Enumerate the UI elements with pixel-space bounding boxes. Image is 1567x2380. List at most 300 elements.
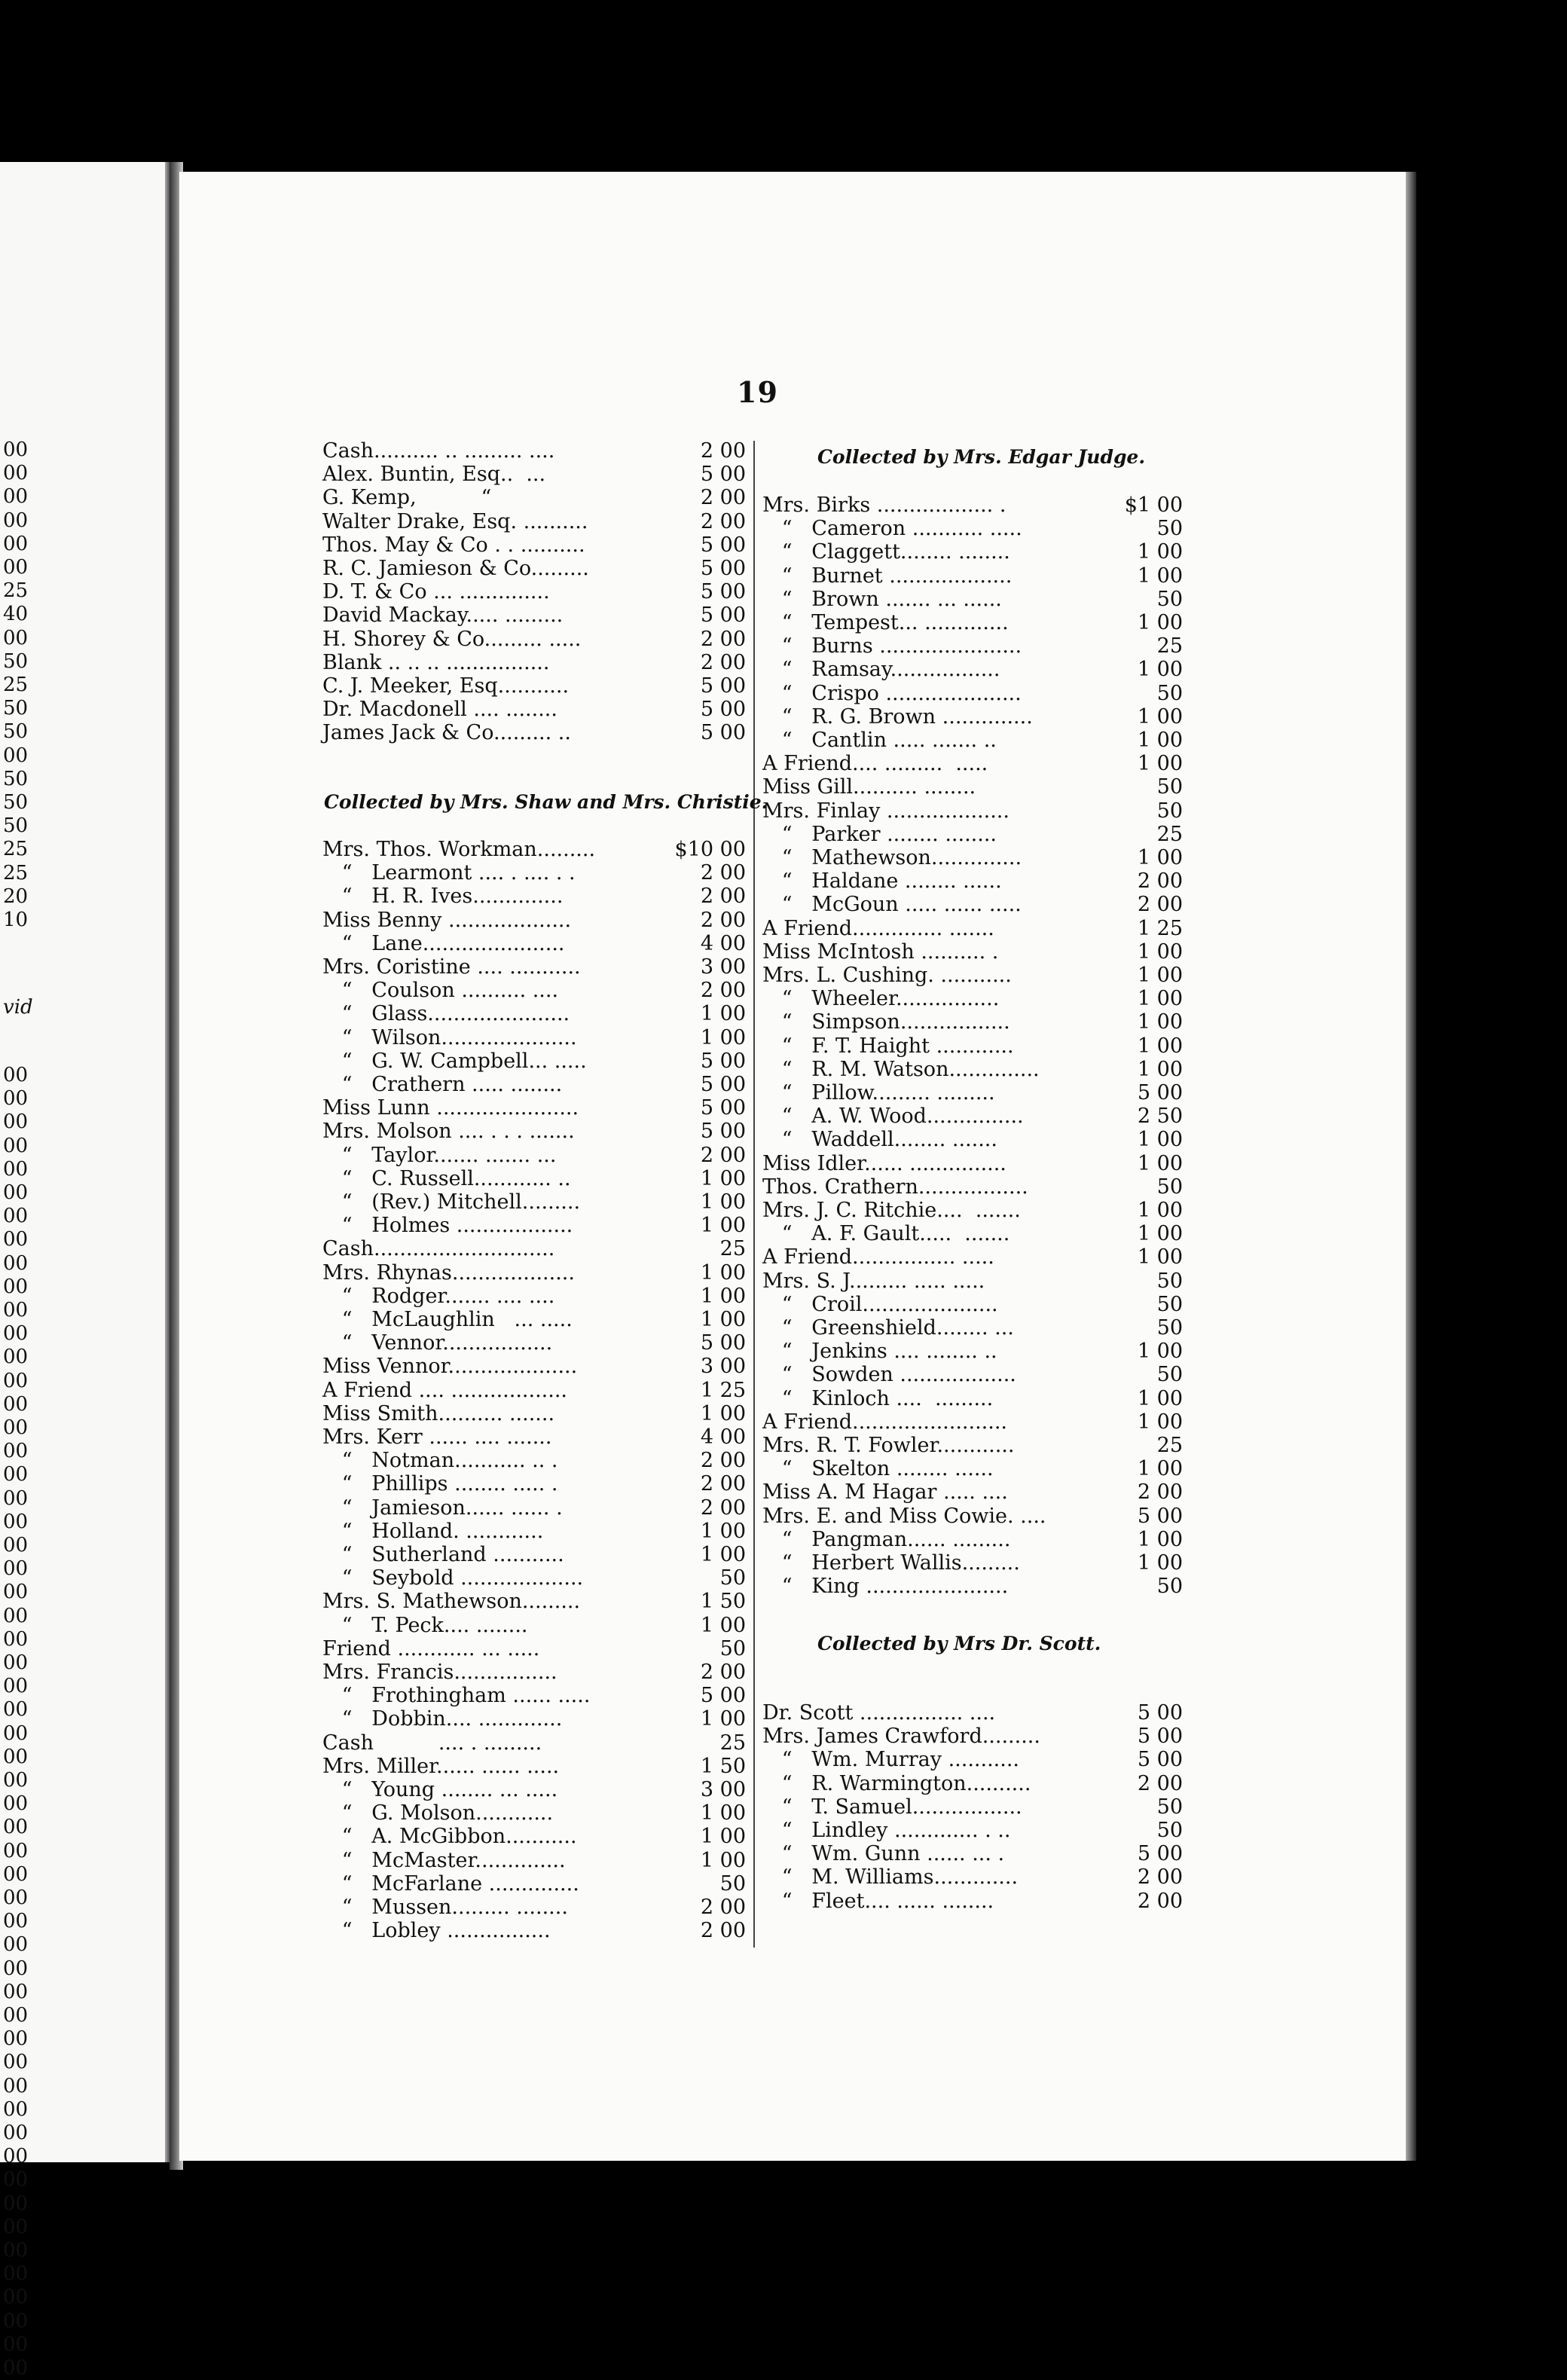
entry-name: “ Young ........ ... ..... xyxy=(322,1778,558,1801)
subscription-entry xyxy=(322,861,746,884)
subscription-entry xyxy=(322,1190,746,1214)
subscription-entry xyxy=(322,1144,746,1167)
left-amount: 00 xyxy=(3,1440,29,1463)
entry-name: Thos. Crathern................. xyxy=(762,1175,1028,1199)
entry-name: “ A. McGibbon........... xyxy=(322,1825,577,1849)
subscription-entry xyxy=(762,1104,1183,1128)
entry-amount: 50 xyxy=(1156,587,1183,611)
entry-amount: 1 00 xyxy=(700,1801,746,1825)
subscription-entry xyxy=(322,884,746,908)
subscription-entry xyxy=(322,557,746,580)
subscription-entry xyxy=(762,1819,1183,1842)
entry-amount: 4 00 xyxy=(700,1425,746,1449)
entry-amount: 50 xyxy=(1156,681,1183,705)
entry-name: “ Learmont .... . .... . . xyxy=(322,861,576,885)
entry-name: “ Dobbin.... ............. xyxy=(322,1707,563,1731)
entry-name: Miss McIntosh .......... . xyxy=(762,939,999,964)
entry-name: “ M. Williams............. xyxy=(762,1865,1019,1890)
left-amount: 20 xyxy=(3,884,29,908)
entry-amount: 5 00 xyxy=(700,1684,746,1708)
entry-name: “ Rodger....... .... .... xyxy=(322,1284,555,1308)
entry-amount: 5 00 xyxy=(1137,1504,1183,1528)
entry-amount: 1 25 xyxy=(1137,916,1183,940)
entry-name: “ McMaster.............. xyxy=(322,1848,566,1872)
entry-amount: 1 50 xyxy=(700,1590,746,1614)
entry-amount: 2 00 xyxy=(1137,869,1183,894)
left-amount: 00 xyxy=(3,462,29,485)
entry-name: Thos. May & Co . . .......... xyxy=(322,533,585,557)
subscription-entry xyxy=(762,752,1183,775)
subscription-entry xyxy=(322,1684,746,1707)
entry-name: Miss Gill.......... ........ xyxy=(762,775,976,799)
left-amount: 00 xyxy=(3,2004,29,2027)
subscription-entry xyxy=(322,1379,746,1402)
entry-name: Cash.......... .. ......... .... xyxy=(322,439,555,463)
subscription-entry xyxy=(322,628,746,651)
entry-amount: 5 00 xyxy=(1137,1081,1183,1104)
subscription-entry xyxy=(322,1614,746,1637)
entry-name: Alex. Buntin, Esq.. ... xyxy=(322,463,546,487)
column-divider xyxy=(753,441,755,1948)
subscription-entry xyxy=(322,1801,746,1825)
left-amount: 00 xyxy=(3,1510,29,1533)
left-amount: 00 xyxy=(3,509,29,532)
subscription-entry xyxy=(762,1199,1183,1222)
left-amount: 00 xyxy=(3,1792,29,1816)
subscription-entry xyxy=(762,1795,1183,1819)
entry-amount: 5 00 xyxy=(700,698,746,722)
left-amount: 00 xyxy=(3,1698,29,1722)
subscription-entry xyxy=(762,1865,1183,1889)
left-amount: 00 xyxy=(3,744,29,767)
entry-name: “ Crathern ..... ........ xyxy=(322,1073,563,1096)
entry-name: Miss Smith.......... ....... xyxy=(322,1401,555,1425)
subscription-entry xyxy=(322,1661,746,1684)
subscription-entry xyxy=(762,893,1183,916)
entry-amount: 1 00 xyxy=(700,1401,746,1425)
entry-name: “ Lindley ............. . .. xyxy=(762,1819,1011,1842)
entry-name: “ A. F. Gault..... ....... xyxy=(762,1222,1010,1246)
entry-name: Mrs. Finlay ................... xyxy=(762,799,1010,823)
entry-name: “ McLaughlin ... ..... xyxy=(322,1308,573,1331)
subscription-entry xyxy=(762,1010,1183,1034)
entry-amount: 50 xyxy=(1156,1575,1183,1599)
entry-name: “ Cantlin ..... ....... .. xyxy=(762,729,997,752)
entry-name: “ F. T. Haight ............ xyxy=(762,1034,1014,1058)
entry-name: “ Coulson .......... .... xyxy=(322,979,559,1003)
entry-amount: 5 00 xyxy=(700,557,746,580)
left-amount: 00 xyxy=(3,1228,29,1251)
entry-amount: 1 00 xyxy=(700,1284,746,1308)
subscription-entry xyxy=(762,846,1183,869)
entry-name: Mrs. S. J......... ..... ..... xyxy=(762,1269,985,1293)
entry-amount: 25 xyxy=(1156,634,1183,658)
entry-amount: 25 xyxy=(1156,1434,1183,1457)
entry-name: Miss Vennor.................... xyxy=(322,1355,578,1379)
entry-amount: 1 00 xyxy=(700,1025,746,1049)
entry-name: “ Phillips ........ ..... . xyxy=(322,1472,558,1496)
entry-name: Blank .. .. .. ................ xyxy=(322,650,550,674)
subscription-entry xyxy=(762,1340,1183,1363)
entry-amount: 5 00 xyxy=(700,1096,746,1120)
left-amount: 00 xyxy=(3,2168,29,2192)
entry-name: Cash .... . ......... xyxy=(322,1731,542,1755)
subscription-entry xyxy=(762,1842,1183,1865)
left-amount: 00 xyxy=(3,1111,29,1134)
entry-amount: 2 00 xyxy=(700,1472,746,1496)
entry-name: “ Herbert Wallis......... xyxy=(762,1551,1020,1575)
subscription-entry xyxy=(762,1410,1183,1434)
left-amount: 00 xyxy=(3,1322,29,1346)
entry-name: Mrs. S. Mathewson......... xyxy=(322,1590,581,1614)
entry-name: “ Wm. Gunn ...... ... . xyxy=(762,1842,1005,1866)
subscription-entry xyxy=(322,1073,746,1096)
left-amount: 00 xyxy=(3,2357,29,2379)
entry-amount: 25 xyxy=(1156,822,1183,846)
left-amount: 00 xyxy=(3,2097,29,2121)
entry-name: “ Jenkins .... ........ .. xyxy=(762,1340,997,1364)
subscription-entry xyxy=(322,698,746,721)
entry-amount: 50 xyxy=(719,1871,746,1896)
subscription-entry xyxy=(322,909,746,932)
entry-amount: 1 00 xyxy=(700,1260,746,1285)
entry-name: Cash............................ xyxy=(322,1237,555,1261)
subscription-entry xyxy=(762,1528,1183,1551)
left-amount: 00 xyxy=(3,2262,29,2286)
left-amount: 00 xyxy=(3,1416,29,1439)
entry-amount: 1 00 xyxy=(700,1190,746,1214)
entry-name: Mrs. Birks .................. . xyxy=(762,493,1006,517)
entry-amount: 1 00 xyxy=(1137,1457,1183,1481)
subscription-entry xyxy=(762,869,1183,893)
entry-name: R. C. Jamieson & Co......... xyxy=(322,557,589,580)
section-heading: Collected by Mrs Dr. Scott. xyxy=(817,1633,1101,1654)
entry-name: Mrs. Coristine .... ........... xyxy=(322,955,581,979)
left-amount: 00 xyxy=(3,2333,29,2356)
entry-name: Mrs. R. T. Fowler............ xyxy=(762,1434,1015,1457)
subscription-entry xyxy=(762,634,1183,658)
subscription-entry xyxy=(322,580,746,603)
entry-amount: 50 xyxy=(1156,799,1183,823)
entry-amount: 1 00 xyxy=(700,1002,746,1026)
left-amount: 00 xyxy=(3,1675,29,1698)
entry-name: “ Frothingham ...... ..... xyxy=(322,1684,591,1708)
entry-amount: 50 xyxy=(1156,1269,1183,1293)
entry-amount: 5 00 xyxy=(700,721,746,745)
left-amount: 50 xyxy=(3,767,29,790)
entry-name: “ Tempest... ............. xyxy=(762,611,1009,634)
left-amount: 00 xyxy=(3,1627,29,1651)
subscription-entry xyxy=(322,1355,746,1378)
entry-name: D. T. & Co ... .............. xyxy=(322,580,550,604)
entry-amount: 1 00 xyxy=(1137,1128,1183,1152)
entry-name: Miss Idler...... ............... xyxy=(762,1151,1006,1175)
subscription-entry xyxy=(322,1637,746,1661)
entry-name: “ A. W. Wood............... xyxy=(762,1104,1024,1129)
entry-amount: 1 00 xyxy=(1137,564,1183,588)
left-amount: 00 xyxy=(3,1486,29,1510)
entry-amount: 5 00 xyxy=(700,1120,746,1144)
entry-amount: 1 00 xyxy=(1137,1527,1183,1551)
left-amount: 00 xyxy=(3,2051,29,2074)
entry-amount: 5 00 xyxy=(700,674,746,698)
left-amount: 00 xyxy=(3,1887,29,1909)
left-amount: 50 xyxy=(3,814,29,838)
left-amount: 50 xyxy=(3,697,29,720)
subscription-entry xyxy=(762,611,1183,634)
entry-name: “ Sutherland ........... xyxy=(322,1543,564,1566)
left-amount: 00 xyxy=(3,1651,29,1674)
entry-amount: 1 00 xyxy=(1137,752,1183,776)
entry-amount: 5 00 xyxy=(1137,1725,1183,1749)
entry-amount: 2 00 xyxy=(700,1896,746,1919)
subscription-entry xyxy=(762,1034,1183,1058)
subscription-entry xyxy=(322,955,746,979)
subscription-entry xyxy=(322,439,746,463)
page-number: 19 xyxy=(737,375,778,409)
left-amount: 00 xyxy=(3,1392,29,1416)
subscription-entry xyxy=(762,729,1183,752)
subscription-entry xyxy=(322,1919,746,1942)
subscription-entry xyxy=(322,1520,746,1543)
entry-amount: 1 00 xyxy=(700,1543,746,1566)
left-amount: 25 xyxy=(3,861,29,884)
entry-amount: 1 00 xyxy=(1137,1010,1183,1034)
subscription-entry xyxy=(322,1449,746,1472)
entry-name: “ Waddell........ ....... xyxy=(762,1128,997,1152)
entry-amount: 1 00 xyxy=(700,1613,746,1637)
subscription-entry xyxy=(322,1755,746,1778)
left-amount: 00 xyxy=(3,1134,29,1157)
entry-name: “ Mathewson.............. xyxy=(762,846,1022,869)
subscription-entry xyxy=(322,1731,746,1755)
entry-name: Mrs. J. C. Ritchie.... ....... xyxy=(762,1199,1021,1222)
entry-amount: 2 00 xyxy=(1137,1480,1183,1505)
entry-amount: 1 00 xyxy=(1137,1151,1183,1175)
entry-name: “ T. Peck.... ........ xyxy=(322,1613,528,1637)
left-amount: 50 xyxy=(3,649,29,673)
left-amount: 00 xyxy=(3,1064,29,1086)
left-amount: 00 xyxy=(3,1839,29,1862)
entry-amount: 50 xyxy=(1156,1795,1183,1819)
entry-amount: 1 00 xyxy=(700,1848,746,1872)
entry-name: A Friend .... .................. xyxy=(322,1378,567,1402)
entry-name: “ Sowden .................. xyxy=(762,1363,1016,1387)
subscription-entry xyxy=(762,1772,1183,1795)
entry-name: “ Holland. ............ xyxy=(322,1519,544,1543)
entry-name: “ Wilson..................... xyxy=(322,1025,577,1049)
entry-amount: 2 00 xyxy=(700,627,746,651)
subscription-entry xyxy=(322,1566,746,1590)
entry-name: “ Glass...................... xyxy=(322,1002,570,1026)
entry-name: Mrs. Rhynas................... xyxy=(322,1260,575,1285)
entry-name: Mrs. James Crawford......... xyxy=(762,1725,1040,1749)
entry-name: “ Holmes .................. xyxy=(322,1214,573,1238)
subscription-entry xyxy=(322,721,746,744)
entry-amount: 2 00 xyxy=(700,1143,746,1167)
left-amount: 00 xyxy=(3,2239,29,2262)
left-amount: 00 xyxy=(3,2145,29,2168)
subscription-entry xyxy=(322,1896,746,1919)
entry-amount: 1 00 xyxy=(1137,1057,1183,1081)
subscription-entry xyxy=(762,1457,1183,1480)
entry-name: Miss Lunn ...................... xyxy=(322,1096,579,1120)
entry-amount: 5 00 xyxy=(700,1049,746,1073)
subscription-entry xyxy=(762,1701,1183,1725)
entry-name: “ Brown ....... ... ...... xyxy=(762,587,1002,611)
subscription-entry xyxy=(762,517,1183,540)
left-amount: 00 xyxy=(3,1604,29,1627)
left-amount: 50 xyxy=(3,791,29,814)
subscription-entry xyxy=(322,510,746,533)
entry-amount: 2 00 xyxy=(700,439,746,463)
entry-name: Mrs. E. and Miss Cowie. .... xyxy=(762,1504,1046,1528)
subscription-entry xyxy=(322,1261,746,1285)
entry-name: “ (Rev.) Mitchell......... xyxy=(322,1190,581,1214)
subscription-entry xyxy=(322,1472,746,1496)
left-amount: 00 xyxy=(3,1557,29,1581)
subscription-entry xyxy=(762,682,1183,705)
subscription-entry xyxy=(322,533,746,557)
subscription-entry xyxy=(762,1387,1183,1410)
subscription-entry xyxy=(762,564,1183,588)
entry-amount: 50 xyxy=(1156,1292,1183,1316)
entry-amount: 1 00 xyxy=(700,1308,746,1331)
entry-name: “ Simpson................. xyxy=(762,1010,1010,1034)
entry-amount: $10 00 xyxy=(674,838,746,861)
subscription-entry xyxy=(322,932,746,955)
subscription-entry xyxy=(762,987,1183,1010)
entry-name: “ Wheeler................ xyxy=(762,987,1000,1011)
entry-amount: 1 00 xyxy=(700,1825,746,1849)
entry-name: Mrs. Molson .... . . . ....... xyxy=(322,1120,575,1144)
subscription-entry xyxy=(762,799,1183,823)
entry-amount: 5 00 xyxy=(700,533,746,557)
entry-amount: 1 50 xyxy=(700,1754,746,1778)
page-edge-shadow xyxy=(1406,172,1416,2161)
left-amount: 00 xyxy=(3,2286,29,2309)
entry-name: “ King ...................... xyxy=(762,1575,1009,1599)
subscription-entry xyxy=(322,1026,746,1049)
entry-name: A Friend........................ xyxy=(762,1410,1007,1434)
subscription-entry xyxy=(762,1575,1183,1598)
entry-amount: 1 00 xyxy=(1137,1340,1183,1364)
subscription-entry xyxy=(322,1543,746,1566)
left-amount: 10 xyxy=(3,909,29,931)
entry-name: “ Vennor................. xyxy=(322,1331,553,1355)
entry-amount: 2 00 xyxy=(700,1919,746,1943)
subscription-entry xyxy=(762,1480,1183,1504)
left-amount: 25 xyxy=(3,579,29,603)
entry-name: Mrs. Kerr ...... .... ....... xyxy=(322,1425,552,1449)
left-amount: 00 xyxy=(3,1980,29,2003)
subscription-entry xyxy=(322,1496,746,1520)
entry-amount: 25 xyxy=(719,1731,746,1755)
entry-amount: 5 00 xyxy=(1137,1748,1183,1772)
entry-name: “ Crispo ..................... xyxy=(762,681,1022,705)
entry-name: “ Cameron ........... ..... xyxy=(762,517,1022,541)
left-amount: 00 xyxy=(3,1745,29,1768)
entry-amount: 1 00 xyxy=(1137,1245,1183,1269)
entry-name: “ H. R. Ives.............. xyxy=(322,884,564,909)
entry-name: “ Burnet ................... xyxy=(762,564,1013,588)
entry-amount: 1 00 xyxy=(1137,1199,1183,1222)
entry-amount: 1 00 xyxy=(1137,1551,1183,1575)
left-amount: 25 xyxy=(3,674,29,696)
subscription-entry xyxy=(762,1434,1183,1457)
entry-amount: 50 xyxy=(1156,1175,1183,1199)
entry-name: “ Haldane ........ ...... xyxy=(762,869,1002,894)
left-amount: 00 xyxy=(3,1769,29,1792)
subscription-entry xyxy=(762,1551,1183,1575)
entry-amount: 2 50 xyxy=(1137,1104,1183,1129)
entry-amount: 2 00 xyxy=(700,979,746,1003)
left-amount: 00 xyxy=(3,2192,29,2215)
left-amount: 00 xyxy=(3,1205,29,1228)
left-amount: 00 xyxy=(3,1910,29,1933)
entry-amount: 2 00 xyxy=(700,884,746,909)
entry-name: “ Taylor....... ....... ... xyxy=(322,1143,557,1167)
left-amount: 00 xyxy=(3,1181,29,1204)
entry-amount: 1 00 xyxy=(1137,846,1183,869)
left-amount: 40 xyxy=(3,603,29,626)
subscription-entry xyxy=(322,674,746,698)
entry-name: C. J. Meeker, Esq........... xyxy=(322,674,570,698)
subscription-entry xyxy=(322,1590,746,1613)
subscription-entry xyxy=(762,1725,1183,1748)
entry-amount: 50 xyxy=(1156,517,1183,541)
entry-name: “ C. Russell............ .. xyxy=(322,1166,571,1190)
subscription-entry xyxy=(322,463,746,486)
entry-amount: 1 00 xyxy=(1137,964,1183,987)
entry-amount: 50 xyxy=(1156,1363,1183,1387)
entry-amount: 3 00 xyxy=(700,1355,746,1379)
entry-name: Walter Drake, Esq. .......... xyxy=(322,509,588,533)
entry-amount: 2 00 xyxy=(700,1449,746,1473)
subscription-entry xyxy=(762,917,1183,940)
entry-name: “ G. Molson............ xyxy=(322,1801,554,1825)
subscription-entry xyxy=(762,775,1183,799)
entry-amount: 5 00 xyxy=(1137,1701,1183,1725)
entry-amount: 50 xyxy=(719,1566,746,1590)
entry-name: James Jack & Co......... .. xyxy=(322,721,571,745)
entry-amount: 1 00 xyxy=(700,1707,746,1731)
entry-amount: 25 xyxy=(719,1237,746,1261)
subscription-entry xyxy=(762,1152,1183,1175)
entry-name: “ Fleet.... ...... ........ xyxy=(762,1889,994,1913)
subscription-entry xyxy=(322,1308,746,1331)
section-heading: Collected by Mrs. Shaw and Mrs. Christie. xyxy=(324,791,768,813)
entry-amount: 1 00 xyxy=(1137,987,1183,1011)
entry-name: “ R. M. Watson.............. xyxy=(762,1057,1040,1081)
left-amount: 00 xyxy=(3,1534,29,1557)
entry-amount: 2 00 xyxy=(1137,1865,1183,1890)
entry-name: “ Pangman...... ......... xyxy=(762,1527,1011,1551)
entry-name: David Mackay..... ......... xyxy=(322,603,564,628)
left-amount: 00 xyxy=(3,1816,29,1839)
subscription-entry xyxy=(322,838,746,861)
subscription-entry xyxy=(762,1363,1183,1386)
entry-amount: 1 00 xyxy=(700,1166,746,1190)
subscription-entry xyxy=(322,1707,746,1731)
entry-amount: 1 00 xyxy=(1137,658,1183,682)
subscription-entry xyxy=(322,1237,746,1260)
subscription-entry xyxy=(762,1245,1183,1269)
subscription-entry xyxy=(762,1890,1183,1913)
entry-amount: 1 00 xyxy=(1137,611,1183,634)
subscription-entry xyxy=(322,1120,746,1143)
entry-amount: 5 00 xyxy=(700,580,746,604)
